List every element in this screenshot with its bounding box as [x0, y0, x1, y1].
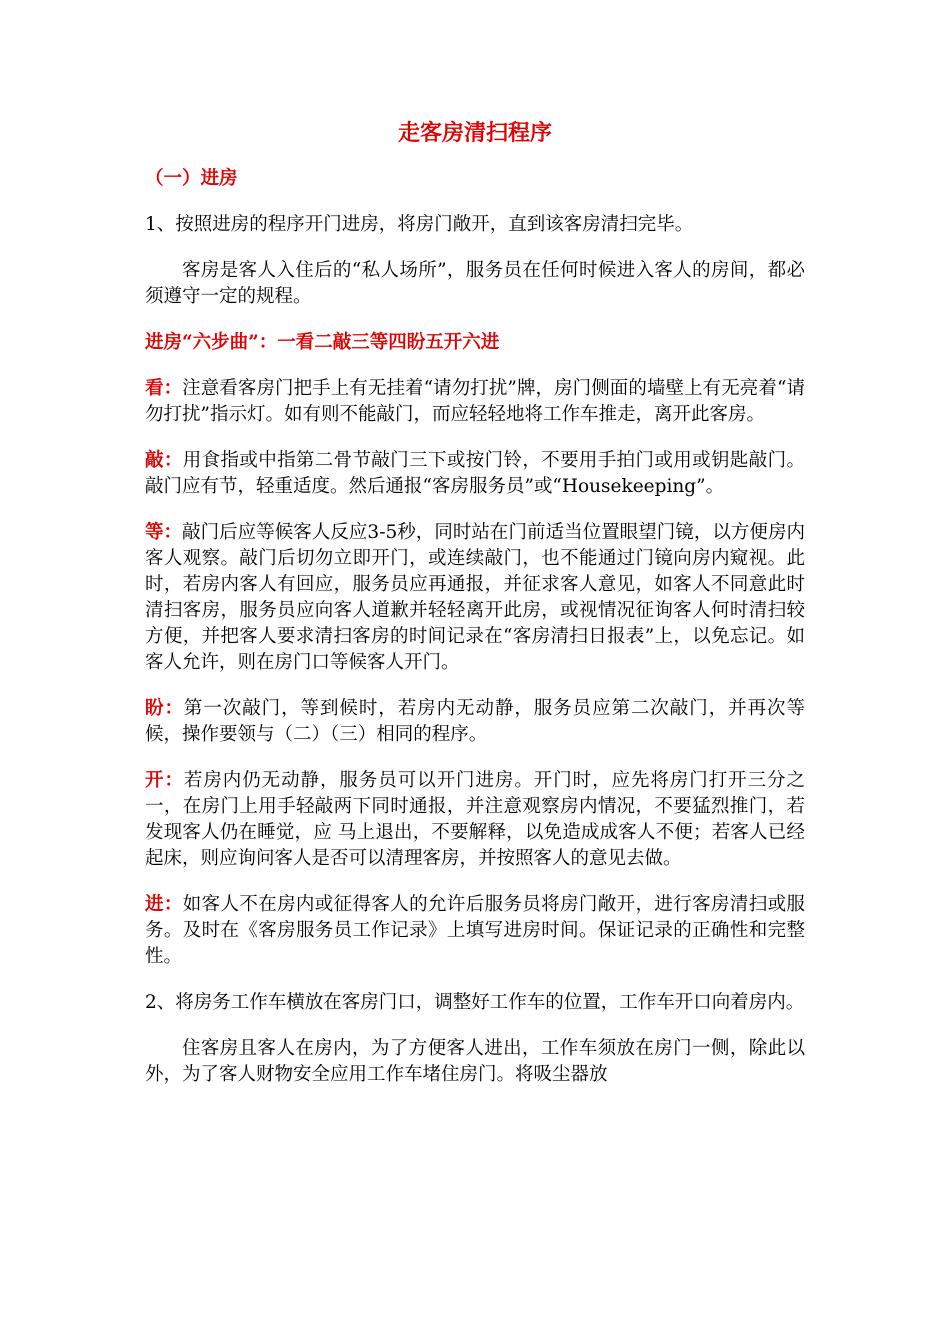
- step-enter-label: 进：: [145, 894, 183, 915]
- document-page: [145, 118, 805, 1108]
- step-1-paragraph: 1、按照进房的程序开门进房，将房门敞开，直到该客房清扫完毕。: [145, 214, 694, 235]
- step-1-note-paragraph: 客房是客人入住后的“私人场所”，服务员在任何时候进入客人的房间，都必须遵守一定的规程。: [145, 260, 805, 307]
- step-expect-label: 盼：: [145, 698, 184, 719]
- step-look-label: 看：: [145, 378, 183, 399]
- document-title: 走客房清扫程序: [397, 120, 552, 146]
- step-open-text: 若房内仍无动静，服务员可以开门进房。开门时，应先将房门打开三分之一，在房门上用手轻敲两下同时通报，并注意观察房内情况，不要猛烈推门，若发现客人仍在睡觉，应 马上退出，不要解释，以免造成成客人不便；若客人已经起床，则应询问客人是否可以清理客房，并按照客人的意见去做。: [145, 770, 805, 869]
- step-look-paragraph: [145, 376, 805, 428]
- step-open-label: 开：: [145, 770, 184, 791]
- step-wait-label: 等：: [145, 522, 183, 543]
- step-expect-text: 第一次敲门，等到候时，若房内无动静，服务员应第二次敲门，并再次等候，操作要领与（二）（三）相同的程序。: [145, 698, 805, 745]
- step-open-paragraph: [145, 768, 805, 872]
- step-knock-paragraph: [145, 448, 805, 500]
- step-enter-paragraph: [145, 892, 805, 970]
- step-knock-label: 敲：: [145, 450, 183, 471]
- step-2-paragraph: 2、将房务工作车横放在客房门口，调整好工作车的位置，工作车开口向着房内。: [145, 992, 805, 1013]
- section-heading-enter-room: （一）进房: [145, 168, 238, 189]
- step-2-note-paragraph: 住客房且客人在房内，为了方便客人进出，工作车须放在房门一侧，除此以外，为了客人财物安全应用工作车堵住房门。将吸尘器放: [145, 1038, 805, 1085]
- step-wait-paragraph: [145, 520, 805, 676]
- step-look-text: 注意看客房门把手上有无挂着“请勿打扰”牌，房门侧面的墙壁上有无亮着“请勿打扰”指示灯。如有则不能敲门，而应轻轻地将工作车推走，离开此客房。: [145, 378, 805, 425]
- step-expect-paragraph: [145, 696, 805, 748]
- step-wait-text: 敲门后应等候客人反应3-5秒，同时站在门前适当位置眼望门镜，以方便房内客人观察。敲门后切勿立即开门，或连续敲门，也不能通过门镜向房内窥视。此时，若房内客人有回应，服务员应再通报，并征求客人意见，如客人不同意此时清扫客房，服务员应向客人道歉并轻轻离开此房，或视情况征询客人何时清扫较方便，并把客人要求清扫客房的时间记录在“客房清扫日报表”上，以免忘记。如客人允许，则在房门口等候客人开门。: [145, 522, 805, 673]
- step-knock-text: 用食指或中指第二骨节敲门三下或按门铃，不要用手拍门或用或钥匙敲门。敲门应有节，轻重适度。然后通报“客房服务员”或“Housekeeping”。: [145, 450, 805, 497]
- step-enter-text: 如客人不在房内或征得客人的允许后服务员将房门敞开，进行客房清扫或服务。及时在《客房服务员工作记录》上填写进房时间。保证记录的正确性和完整性。: [145, 894, 805, 967]
- six-steps-heading: 进房“六步曲”：一看二敲三等四盼五开六进: [145, 332, 500, 353]
